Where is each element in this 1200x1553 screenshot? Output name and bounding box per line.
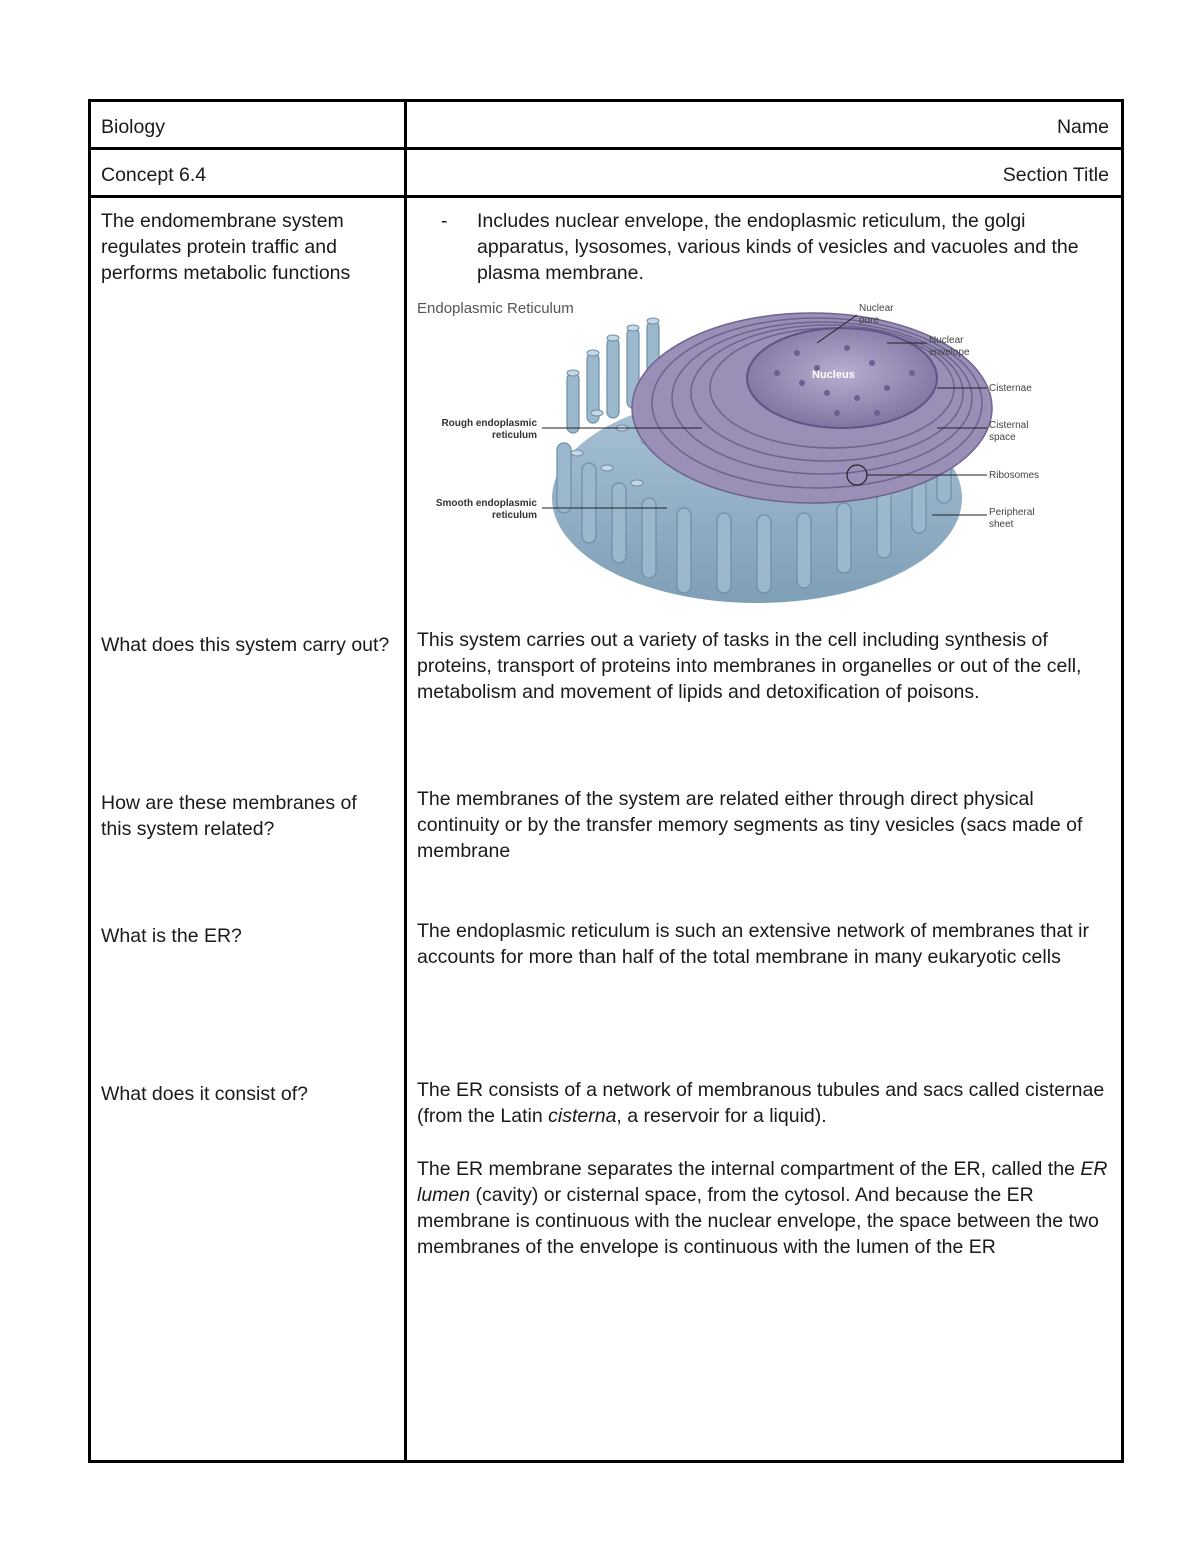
question-2: How are these membranes of this system related?: [101, 792, 357, 840]
answer-1: This system carries out a variety of tasks in the cell including synthesis of proteins, transport of proteins into membranes in organelles or out of the cell, metabolism and movement of lipids and detoxification of poisons.: [417, 629, 1082, 703]
concept-label: Concept 6.4: [101, 164, 207, 186]
answer-4a-text: The ER consists of a network of membranous tubules and sacs called cisternae (from the Latin: [417, 1079, 1105, 1127]
bullet-dash: -: [441, 210, 448, 232]
answer-3: The endoplasmic reticulum is such an extensive network of membranes that ir accounts for more than half of the total membrane in many eukaryotic cells: [417, 920, 1089, 968]
er-illustration: [417, 293, 1107, 613]
question-3: What is the ER?: [101, 925, 242, 947]
concept-cell: [90, 149, 406, 197]
label-cisternal-space-2: space: [989, 432, 1016, 443]
question-4: What does it consist of?: [101, 1083, 309, 1105]
label-nuclear-envelope: Nuclear: [929, 335, 964, 346]
subject-label: Biology: [101, 116, 165, 138]
answer-2: The membranes of the system are related either through direct physical continuity or by the transfer memory segments as tiny vesicles (sacs made of membrane: [417, 788, 1083, 862]
label-nuclear-envelope-2: envelope: [929, 347, 970, 358]
label-peripheral-sheet: Peripheral: [989, 507, 1035, 518]
cues-column: [90, 197, 406, 1462]
label-smooth-er-2: reticulum: [491, 510, 537, 521]
section-title-cell: [406, 149, 1123, 197]
label-peripheral-sheet-2: sheet: [989, 519, 1014, 530]
name-cell: [406, 101, 1123, 149]
answer-4a-italic: cisterna: [548, 1105, 617, 1127]
er-diagram: [417, 293, 1107, 613]
cornell-notes-table: [88, 99, 1124, 1463]
nucleus-label: Nucleus: [812, 369, 855, 381]
answer-4a-text-end: , a reservoir for a liquid).: [616, 1105, 827, 1127]
label-smooth-er: Smooth endoplasmic: [435, 498, 537, 509]
section-title-label: Section Title: [1002, 164, 1109, 186]
figure-title: Endoplasmic Reticulum: [417, 300, 574, 317]
label-nuclear-pore: Nuclear: [859, 303, 894, 314]
bullet-text: Includes nuclear envelope, the endoplasmic reticulum, the golgi apparatus, lysosomes, various kinds of vesicles and vacuoles and the plasma membrane.: [477, 210, 1079, 284]
subject-cell: [90, 101, 406, 149]
name-label: Name: [1056, 116, 1109, 138]
notes-body-row: [90, 197, 1123, 1462]
question-1: What does this system carry out?: [101, 634, 390, 656]
answer-4b-text: The ER membrane separates the internal compartment of the ER, called the: [417, 1158, 1081, 1180]
answer-4a: [417, 1077, 1109, 1129]
main-idea: The endomembrane system regulates protein traffic and performs metabolic functions: [101, 210, 351, 284]
header-row-concept: [90, 149, 1123, 197]
label-rough-er: Rough endoplasmic: [441, 418, 537, 429]
label-rough-er-2: reticulum: [491, 430, 537, 441]
answer-4b-italic: ER lumen: [417, 1158, 1108, 1206]
label-ribosomes: Ribosomes: [989, 470, 1040, 481]
label-cisternal-space: Cisternal: [989, 420, 1029, 431]
answer-4b-text-end: (cavity) or cisternal space, from the cytosol. And because the ER membrane is continuous with the nuclear envelope, the space between the two membranes of the envelope is continuous with the lumen of the ER: [417, 1184, 1099, 1258]
bullet-item: [407, 208, 1107, 286]
header-row-subject: [90, 101, 1123, 149]
notes-column: [406, 197, 1123, 1462]
label-cisternae: Cisternae: [989, 383, 1032, 394]
answer-4b: [417, 1156, 1109, 1260]
label-nuclear-pore-2: pore: [859, 315, 880, 326]
